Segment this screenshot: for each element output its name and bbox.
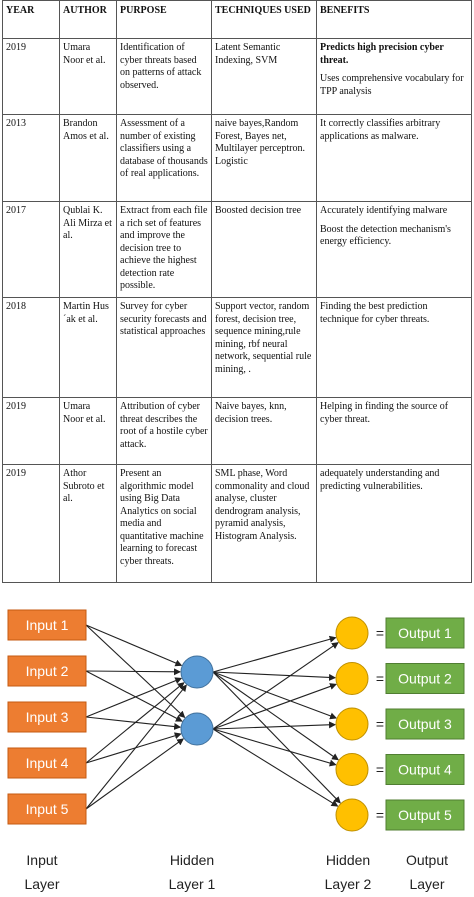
header-author: AUTHOR <box>60 1 117 39</box>
cell-techniques: Boosted decision tree <box>212 202 317 298</box>
output-node-label: Output 4 <box>398 761 452 778</box>
equals-sign: = <box>375 670 385 687</box>
cell-purpose: Assessment of a number of existing classifiers using a database of thousands of real applications. <box>117 115 212 202</box>
cell-benefits <box>317 398 472 465</box>
table-row <box>3 115 472 202</box>
input-node-label: Input 4 <box>25 755 69 771</box>
layer-labels <box>24 852 448 892</box>
input-layer-label: Input <box>26 852 58 868</box>
input-node-label: Input 5 <box>25 801 69 817</box>
benefit-text: Predicts high precision cyber threat. <box>320 42 444 66</box>
cell-techniques: SML phase, Word commonality and cloud analyse, cluster dendrogram analysis, pyramid analysis, Histogram Analysis. <box>212 465 317 583</box>
equals-sign: = <box>375 761 385 778</box>
literature-table <box>2 0 472 583</box>
cell-benefits <box>317 298 472 398</box>
hidden-layer-1-label: Hidden <box>169 852 215 868</box>
cell-techniques: Naive bayes, knn, decision trees. <box>212 398 317 465</box>
hidden-layer-1-node <box>181 656 213 688</box>
table-header-row <box>3 1 472 39</box>
equals-sign: = <box>375 807 385 823</box>
connection-arrow <box>213 725 335 729</box>
output-node-label: Output 3 <box>398 716 452 732</box>
neural-network-diagram <box>0 590 474 897</box>
table-row <box>3 465 472 583</box>
input-node-label: Input 1 <box>25 617 69 633</box>
hidden-layer-2-node <box>336 708 368 740</box>
table-row <box>3 298 472 398</box>
connection-arrow <box>213 672 335 678</box>
output-layer-label: Output <box>405 852 449 868</box>
cell-author: Athor Subroto et al. <box>60 465 117 583</box>
cell-benefits <box>317 115 472 202</box>
cell-author: Umara Noor et al. <box>60 39 117 115</box>
benefit-text: Boost the detection mechanism's energy efficiency. <box>320 223 451 247</box>
cell-author: Qublai K. Ali Mirza et al. <box>60 202 117 298</box>
benefit-text: Finding the best prediction technique for cyber threats. <box>320 301 430 325</box>
header-techniques: TECHNIQUES USED <box>212 1 317 39</box>
output-node-label: Output 5 <box>398 807 452 823</box>
header-purpose: PURPOSE <box>117 1 212 39</box>
output-node-label: Output 2 <box>398 670 452 687</box>
input-node-label: Input 3 <box>25 709 69 725</box>
cell-year: 2019 <box>3 39 60 115</box>
cell-year: 2013 <box>3 115 60 202</box>
connection-arrow <box>86 734 181 763</box>
input-layer-label: Layer <box>24 876 60 892</box>
cell-year: 2018 <box>3 298 60 398</box>
connection-arrow <box>86 678 181 717</box>
cell-benefits <box>317 465 472 583</box>
benefit-text: Helping in finding the source of cyber threat. <box>320 401 449 425</box>
connection-arrow <box>213 672 340 803</box>
hidden-layer-1-node <box>181 713 213 745</box>
input-node-label: Input 2 <box>25 663 69 679</box>
cell-techniques: naive bayes,Random Forest, Bayes net, Multilayer perceptron. Logistic <box>212 115 317 202</box>
output-node-label: Output 1 <box>398 625 452 641</box>
header-benefits: BENEFITS <box>317 1 472 39</box>
cell-year: 2017 <box>3 202 60 298</box>
hidden-layer-2-node <box>336 754 368 786</box>
cell-year: 2019 <box>3 465 60 583</box>
benefit-text: Accurately identifying malware <box>320 205 448 216</box>
connection-arrow <box>213 672 336 718</box>
hidden-layer-2-label: Hidden <box>325 852 371 868</box>
table-row <box>3 202 472 298</box>
cell-author: Martin Hus´ak et al. <box>60 298 117 398</box>
connection-arrow <box>213 638 336 672</box>
connection-arrow <box>86 625 181 665</box>
cell-purpose: Present an algorithmic model using Big Data Analytics on social media and quantitative machine learning to forecast cyber threats. <box>117 465 212 583</box>
cell-purpose: Identification of cyber threats based on patterns of attack observed. <box>117 39 212 115</box>
benefit-text: It correctly classifies arbitrary applications as malware. <box>320 118 441 142</box>
cell-year: 2019 <box>3 398 60 465</box>
benefit-text: Uses comprehensive vocabulary for TPP analysis <box>320 73 464 97</box>
hidden-layer-2-node <box>336 799 368 831</box>
network-connections <box>86 625 340 809</box>
connection-arrow <box>86 717 180 727</box>
connection-arrow <box>86 671 180 672</box>
benefit-text: adequately understanding and predicting vulnerabilities. <box>320 468 440 492</box>
hidden-layer-2-label: Layer 2 <box>324 876 372 892</box>
output-layer-label: Layer <box>409 876 445 892</box>
hidden-layer-2-node <box>336 663 368 695</box>
connection-arrow <box>213 729 338 806</box>
cell-techniques: Latent Semantic Indexing, SVM <box>212 39 317 115</box>
hidden-layer-2-node <box>336 617 368 649</box>
cell-author: Umara Noor et al. <box>60 398 117 465</box>
cell-purpose: Extract from each file a rich set of features and improve the decision tree to achieve the highest detection rate possible. <box>117 202 212 298</box>
cell-purpose: Survey for cyber security forecasts and statistical approaches <box>117 298 212 398</box>
table-row <box>3 39 472 115</box>
connection-arrow <box>86 683 184 763</box>
header-year: YEAR <box>3 1 60 39</box>
hidden-layer-1-label: Layer 1 <box>168 876 216 892</box>
cell-purpose: Attribution of cyber threat describes the root of a hostile cyber attack. <box>117 398 212 465</box>
equals-sign: = <box>375 625 385 641</box>
cell-benefits <box>317 39 472 115</box>
equals-sign: = <box>375 716 385 732</box>
cell-benefits <box>317 202 472 298</box>
cell-author: Brandon Amos et al. <box>60 115 117 202</box>
table-row <box>3 398 472 465</box>
cell-techniques: Support vector, random forest, decision tree, sequence mining,rule mining, rbf neural network, sequential rule mining, . <box>212 298 317 398</box>
